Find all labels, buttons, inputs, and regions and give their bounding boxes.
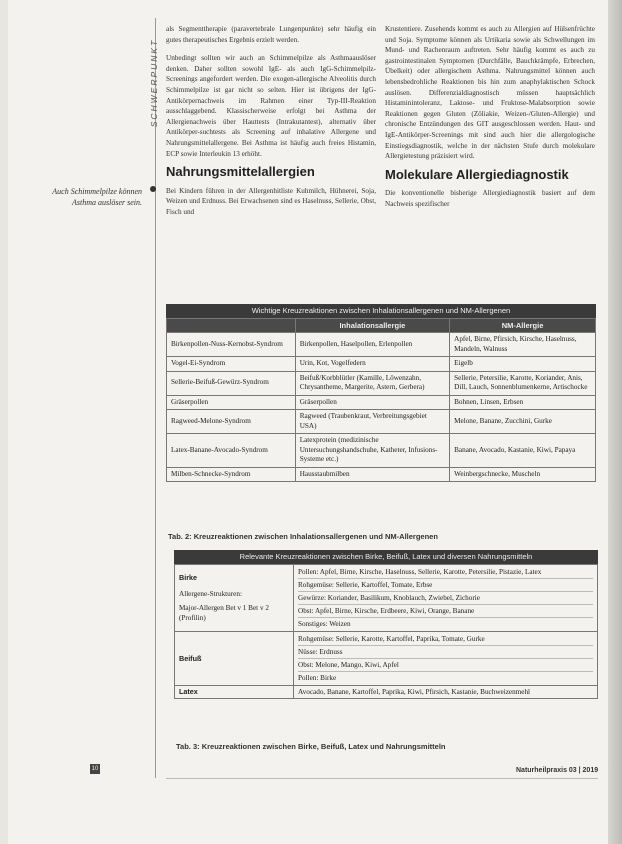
- page-edge-shadow: [608, 0, 622, 844]
- table-header: [167, 318, 296, 333]
- row-label-title: Birke: [179, 573, 197, 582]
- table-cell: Eigelb: [450, 357, 596, 372]
- table-cell: Sellerie, Petersilie, Karotte, Koriander, Anis, Dill, Lauch, Sonnenblumenkerne, Artischocke: [450, 371, 596, 395]
- table-cell: Weinbergschnecke, Muscheln: [450, 467, 596, 482]
- table-cell-line: Pollen: Birke: [298, 674, 337, 682]
- table-cell: Birkenpollen-Nuss-Kernobst-Syndrom: [167, 333, 296, 357]
- table-cell: Bohnen, Linsen, Erbsen: [450, 395, 596, 410]
- table-cell: Banane, Avocado, Kastanie, Kiwi, Papaya: [450, 434, 596, 468]
- table-cell: Melone, Banane, Zucchini, Gurke: [450, 410, 596, 434]
- table-cell-line: Pollen: Apfel, Birne, Kirsche, Haselnuss, Sellerie, Karotte, Petersilie, Pistazie, Latex: [298, 566, 593, 579]
- table-cell: [294, 632, 598, 686]
- table-cell: Sellerie-Beifuß-Gewürz-Syndrom: [167, 371, 296, 395]
- table-cell: Gräserpollen: [295, 395, 449, 410]
- table-row: [167, 467, 596, 482]
- table-cell: Latex-Banane-Avocado-Syndrom: [167, 434, 296, 468]
- paragraph: Unbedingt sollten wir auch an Schimmelpilze als Asthmaauslöser denken. Daher sollten sowohl IgE- als auch IgG-Schimmelpilz-Screenings angefordert werden. Die exogen-allergische Alveolitis durch Schimmelpilze ist gar nicht so selten. Hier ist übrigens der IgG-Antikörpernachweis im Rahmen einer Typ-III-Reaktion ausschlaggebend. Klassischerweise erfolgt bei Asthma der Allergienachweis über Hauttests (Intrakutantest), alternativ über Antikörper-suchtests als Screening auf inhalative Allergene und Nahrungsmittelallergene. Bei Asthma ist häufig auch freies Histamin, ECP sowie Interleukin 13 erhöht.: [166, 54, 376, 158]
- table-row: [167, 357, 596, 372]
- table-cell: Ragweed-Melone-Syndrom: [167, 410, 296, 434]
- paragraph: als Segmenttherapie (paravertebrale Lungenpunkte) sehr häufig ein gutes therapeutisches Ergebnis erzielt werden.: [166, 25, 376, 44]
- table-cell: [294, 565, 598, 632]
- footer-rule: [166, 778, 598, 779]
- table-cell: Apfel, Birne, Pfirsich, Kirsche, Haselnuss, Mandeln, Walnuss: [450, 333, 596, 357]
- table-row: [167, 410, 596, 434]
- table-header: Inhalationsallergie: [295, 318, 449, 333]
- table-cell: Avocado, Banane, Kartoffel, Paprika, Kiwi, Pfirsich, Kastanie, Buchweizenmehl: [294, 686, 598, 699]
- table-cell-line: Obst: Apfel, Birne, Kirsche, Erdbeere, Kiwi, Orange, Banane: [298, 605, 593, 618]
- table-cell-line: Gewürze: Koriander, Basilikum, Knoblauch, Zwiebel, Zichorie: [298, 592, 593, 605]
- row-label-sub: Allergene-Strukturen:: [179, 590, 242, 598]
- document-page: [8, 0, 608, 844]
- table-body: [167, 333, 596, 482]
- table-row-label: [175, 686, 294, 699]
- table-cell: Latexprotein (medizinische Untersuchungshandschuhe, Katheter, Infusions-Systeme etc.): [295, 434, 449, 468]
- table-cell: Ragweed (Traubenkraut, Verbreitungsgebiet USA): [295, 410, 449, 434]
- table-cell-line: Sonstiges: Weizen: [298, 620, 351, 628]
- table-title: Wichtige Kreuzreaktionen zwischen Inhalationsallergenen und NM-Allergenen: [166, 304, 596, 318]
- text-column-left: [166, 24, 376, 226]
- paragraph: Bei Kindern führen in der Allergenhitliste Kuhmilch, Hühnerei, Soja, Weizen und Erdnuss. Bei Erwachsenen sind es Haselnuss, Sellerie, Obst, Fisch und: [166, 186, 376, 216]
- journal-footer: Naturheilpraxis 03 | 2019: [516, 767, 599, 774]
- table-cell: Beifuß/Korbblütler (Kamille, Löwenzahn, Chrysantheme, Margerite, Astern, Gerbera): [295, 371, 449, 395]
- table-row: [167, 371, 596, 395]
- row-label-title: Latex: [179, 687, 198, 696]
- section-tab: [147, 18, 159, 188]
- margin-bullet-icon: [150, 186, 156, 192]
- table-cell: Hausstaubmilben: [295, 467, 449, 482]
- birke-beifuss-latex-table: [174, 550, 598, 699]
- crossreaction-table: [166, 304, 596, 482]
- table-title: Relevante Kreuzreaktionen zwischen Birke, Beifuß, Latex und diversen Nahrungsmitteln: [174, 550, 598, 564]
- table-row-label: [175, 632, 294, 686]
- margin-note: Auch Schimmelpilze können Asthma auslöser sein.: [52, 187, 142, 207]
- table-cell: Urin, Kot, Vogelfedern: [295, 357, 449, 372]
- table-row-label: [175, 565, 294, 632]
- row-label-title: Beifuß: [179, 653, 202, 663]
- page-number: 10: [91, 766, 99, 772]
- table-cell: Birkenpollen, Haselpollen, Erlenpollen: [295, 333, 449, 357]
- section-heading: Nahrungsmittelallergien: [166, 164, 315, 180]
- table-row: [167, 434, 596, 468]
- paragraph: Krustentiere. Zusehends kommt es auch zu Allergien auf Hülsenfrüchte und Soja. Symptome können als Urtikaria sowie als Schwellungen im Mund- und Rachenraum auftreten. Sehr häufig kommt es auch zu gastrointestinalen Symptomen (Durchfälle, Bauchkrämpfe, Erbrechen, Übelkeit) oder allergischem Asthma. Nahrungsmittel können auch lebensbedrohliche Reaktionen bis hin zum anaphylaktischen Schock auslösen. Differenzialdiagnostisch müssen hauptsächlich Histaminintoleranz, Laktose- und Fruktose-Malabsorption sowie Reaktionen gegen Gluten (Zöliakie, Weizen-/Gluten-Allergie) und chronische Entzündungen des GIT ausgeschlossen werden. Haut- und IgE-Antikörper-Screenings mit sind auch hier die allergologische Einstiegsdiagnostik, welche in der nächsten Stufe durch molekulare Allergietestung präzisiert wird.: [385, 25, 595, 161]
- table-header: NM-Allergie: [450, 318, 596, 333]
- table-cell: Milben-Schnecke-Syndrom: [167, 467, 296, 482]
- table-cell-line: Nüsse: Erdnuss: [298, 646, 593, 659]
- table-caption: Tab. 3: Kreuzreaktionen zwischen Birke, Beifuß, Latex und Nahrungsmitteln: [176, 742, 446, 751]
- row-label-sub: Major-Allergen Bet v 1 Bet v 2 (Profilin): [179, 604, 269, 622]
- table-cell: Vogel-Ei-Syndrom: [167, 357, 296, 372]
- section-heading: Molekulare Allergiediagnostik: [385, 166, 569, 182]
- table-cell-line: Rohgemüse: Sellerie, Kartoffel, Tomate, Erbse: [298, 579, 593, 592]
- table-cell-line: Obst: Melone, Mango, Kiwi, Apfel: [298, 659, 593, 672]
- text-column-right: [385, 24, 595, 218]
- table-row: [167, 333, 596, 357]
- table-caption: Tab. 2: Kreuzreaktionen zwischen Inhalationsallergenen und NM-Allergenen: [168, 532, 438, 541]
- table-cell: Gräserpollen: [167, 395, 296, 410]
- paragraph: Die konventionelle bisherige Allergiediagnostik basiert auf dem Nachweis spezifischer: [385, 189, 595, 208]
- table-row: [167, 395, 596, 410]
- table-cell-line: Rohgemüse: Sellerie, Karotte, Kartoffel, Paprika, Tomate, Gurke: [298, 633, 593, 646]
- section-label: SCHWERPUNKT: [149, 38, 159, 128]
